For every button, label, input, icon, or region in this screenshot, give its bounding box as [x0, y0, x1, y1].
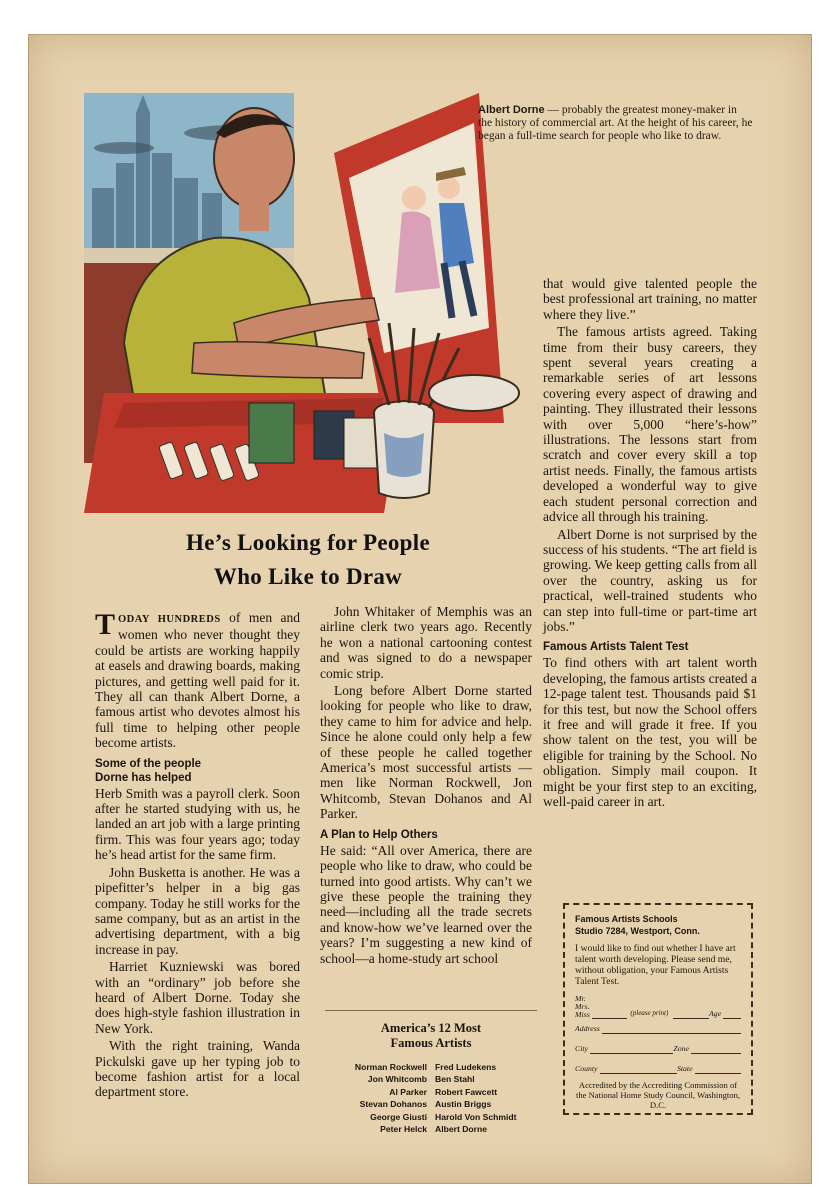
illustration-caption [478, 104, 753, 143]
coupon-request: I would like to find out whether I have art talent worth developing. Please send me, without obligation, your Famous Artists Talent Test. [575, 943, 736, 987]
headline-line2: Who Like to Draw [213, 564, 403, 589]
paragraph-harriet: Harriet Kuzniewski was bored with an “ordinary” job before she heard of Albert Dorne. Today she does high-style fashion illustration in New York. [95, 959, 300, 1036]
please-print-label: (please print) [630, 1009, 669, 1017]
address-field[interactable] [575, 1023, 741, 1034]
artists-title [325, 1021, 537, 1051]
intro-paragraph [95, 610, 300, 751]
county-state-field[interactable] [575, 1063, 741, 1074]
water-bowl [429, 375, 519, 411]
artist-name: Albert Dorne [435, 1124, 488, 1135]
zone-label: Zone [673, 1044, 689, 1053]
paragraph-long-before: Long before Albert Dorne started looking for people who like to draw, they came to him for advice and help. Since he alone could only help a few of these people he called together America’s most successful artists —men like Norman Rockwell, Jon Whitcomb, Stevan Dohanos and Al Parker. [320, 683, 532, 822]
artists-title-line2: Famous Artists [390, 1036, 472, 1050]
intro-caps: ODAY HUNDREDS [118, 614, 221, 625]
headline-line1: He’s Looking for People [186, 530, 430, 555]
heading-line2: Dorne has helped [95, 771, 192, 784]
artist-name: George Giusti [370, 1111, 427, 1122]
man-arm-lower [192, 342, 364, 378]
intro-text: of men and women who never thought they could be artists are working happily at easels and drawing boards, making pictures, and getting well paid for it. They all can thank Albert Dorne, a famous artist who devotes almost his full time to helping other people become artists. [95, 610, 300, 751]
column-2 [320, 604, 532, 968]
artist-name: Austin Briggs [435, 1099, 492, 1110]
artist-name: Jon Whitcomb [367, 1074, 427, 1085]
albert-dorne-illustration [84, 93, 524, 513]
coupon-studio: Studio 7284, Westport, Conn. [575, 926, 700, 936]
column-3 [543, 276, 757, 811]
artist-name: Norman Rockwell [354, 1062, 427, 1072]
artists-title-line1: America’s 12 Most [380, 1021, 482, 1035]
artists-grid [325, 1061, 537, 1135]
city-zone-field[interactable] [575, 1043, 741, 1054]
artist-name: Ben Stahl [435, 1074, 475, 1085]
paragraph-herb-smith: Herb Smith was a payroll clerk. Soon after he started studying with us, he landed an art job with a large printing firm. This was four years ago; today he’s head artist for the same firm. [95, 785, 300, 863]
artist-name: Al Parker [389, 1086, 427, 1097]
paragraph-john-whitaker: John Whitaker of Memphis was an airline clerk two years ago. Recently he won a national cartooning contest and was signed to do a newspaper comic strip. [320, 604, 532, 681]
accreditation-note: Accredited by the Accrediting Commission of the National Home Study Council, Washington, D.C. [575, 1080, 741, 1110]
artist-name: Fred Ludekens [435, 1062, 497, 1072]
section-heading-talent-test: Famous Artists Talent Test [543, 641, 689, 654]
miss-label: Miss [575, 1010, 590, 1019]
state-line[interactable] [695, 1064, 741, 1074]
caption-text: — probably the greatest money-maker in the history of commercial art. At the height of his career, he began a full-time search for people who like to draw. [478, 104, 753, 142]
headline [108, 526, 508, 594]
paragraph-john-busketta: John Busketta is another. He was a pipefitter’s helper in a big gas company. Today he still works for the same company, but as an artist in the advertising department, with a big increase in pay. [95, 864, 300, 957]
coupon-school: Famous Artists Schools [575, 914, 678, 924]
paragraph-he-said: He said: “All over America, there are people who like to draw, who could be turned into good artists. Why can’t we give these people the training they need—including all the trade secrets and know-how we’ve learned over the years? I’m suggesting a new kind of school—a home-study art school [320, 842, 532, 966]
heading-line1: Some of the people [95, 757, 202, 770]
mrs-label: Mrs. [575, 1002, 590, 1011]
name-field[interactable] [575, 995, 741, 1019]
artist-name: Harold Von Schmidt [435, 1111, 517, 1122]
section-heading-plan: A Plan to Help Others [320, 828, 438, 841]
address-label: Address [575, 1024, 600, 1033]
caption-name: Albert Dorne [478, 104, 545, 116]
zone-line[interactable] [691, 1044, 741, 1054]
name-line[interactable] [592, 1009, 628, 1019]
mail-coupon[interactable] [563, 903, 753, 1115]
address-line[interactable] [602, 1024, 741, 1034]
paragraph-talent-test: To find others with art talent worth developing, the famous artists created a 12-page talent test. Thousands paid $1 for this test, but now the School offers it free and will grade it free. If you show talent on the test, you will be eligible for training by the School. No obligation. Simply mail coupon. It might be your first step to an exciting, well-paid career in art. [543, 655, 757, 809]
artist-name: Peter Helck [380, 1124, 427, 1135]
column-1 [95, 610, 300, 1102]
mr-label: Mr. [575, 994, 586, 1003]
famous-artists-list [325, 1010, 537, 1135]
county-line[interactable] [600, 1064, 677, 1074]
coupon-address [575, 913, 741, 937]
city-line[interactable] [590, 1044, 673, 1054]
age-line[interactable] [723, 1009, 741, 1019]
paragraph-artists-agreed: The famous artists agreed. Taking time from their busy careers, they spent several years creating a remarkable series of art lessons covering every aspect of drawing and painting. They illustrated their lessons with over 5,000 “here’s-how” illustrations. The lessons start from scratch and cover every skill a top artist needs. Finally, the famous artists developed a wonderful way to give each student personal correction and advice all through his training. [543, 324, 757, 525]
paragraph-not-surprised: Albert Dorne is not surprised by the success of his students. “The art field is growing. We keep getting calls from all over the country, asking us for practical, well-trained students who can step into full-time or part-time art jobs.” [543, 526, 757, 634]
state-label: State [676, 1064, 693, 1073]
city-label: City [575, 1044, 588, 1053]
artist-name: Robert Fawcett [435, 1086, 498, 1097]
county-label: County [575, 1064, 598, 1073]
paragraph-continued: that would give talented people the best professional art training, no matter where they live.” [543, 276, 757, 322]
name-line-2[interactable] [673, 1009, 709, 1019]
age-label: Age [709, 1009, 722, 1018]
artist-name: Stevan Dohanos [359, 1099, 427, 1110]
section-heading-helped [95, 757, 300, 785]
paragraph-wanda: With the right training, Wanda Pickulski gave up her typing job to become fashion artist for a local department store. [95, 1038, 300, 1100]
drop-cap: T [95, 608, 116, 641]
